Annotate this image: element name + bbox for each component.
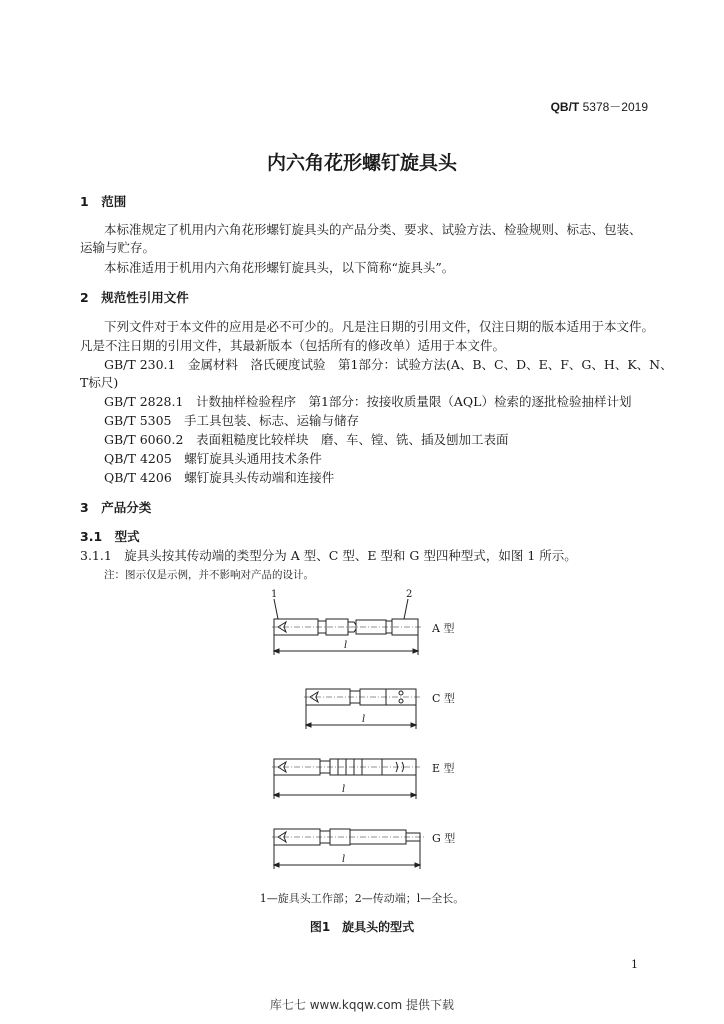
bit-type-a-drawing <box>271 589 422 655</box>
length-label: l <box>362 714 366 725</box>
length-label: l <box>342 854 346 865</box>
bit-type-g-drawing <box>272 829 424 869</box>
type-e-label: E 型 <box>432 762 455 775</box>
page-number: 1 <box>631 958 638 971</box>
download-footer: 库七七 www.kqqw.com 提供下载 <box>269 998 455 1012</box>
section-1-para1-cont: 运输与贮存。 <box>80 240 156 255</box>
bit-type-e-drawing <box>272 759 420 799</box>
reference-item: QB/T 4206 螺钉旋具头传动端和连接件 <box>104 470 335 485</box>
bit-type-c-drawing <box>304 689 420 729</box>
section-2-intro: 下列文件对于本文件的应用是必不可少的。凡是注日期的引用文件，仅注日期的版本适用于本文件。 <box>104 319 655 334</box>
section-1-heading: 1 范围 <box>80 194 127 209</box>
figure-note: 注：图示仅是示例，并不影响对产品的设计。 <box>104 569 314 581</box>
document-title: 内六角花形螺钉旋具头 <box>266 152 457 174</box>
callout-2-label: 2 <box>406 589 413 600</box>
figure-legend: 1—旋具头工作部；2—传动端；l—全长。 <box>259 892 465 905</box>
type-g-label: G 型 <box>432 832 456 845</box>
reference-item: GB/T 2828.1 计数抽样检验程序 第1部分：按接收质量限（AQL）检索的逐批检验抽样计划 <box>104 394 632 409</box>
type-a-label: A 型 <box>432 622 455 635</box>
reference-item: GB/T 5305 手工具包装、标志、运输与储存 <box>104 413 360 428</box>
section-2-heading: 2 规范性引用文件 <box>80 290 189 305</box>
reference-item: GB/T 230.1 金属材料 洛氏硬度试验 第1部分：试验方法(A、B、C、D、E、F、G、H、K、N、 <box>104 357 673 372</box>
section-1-para2: 本标准适用于机用内六角花形螺钉旋具头，以下简称“旋具头”。 <box>104 260 455 275</box>
reference-item: QB/T 4205 螺钉旋具头通用技术条件 <box>104 451 322 466</box>
type-c-label: C 型 <box>432 692 455 705</box>
length-label: l <box>342 784 346 795</box>
callout-1-label: 1 <box>271 589 278 600</box>
section-3-1-heading: 3.1 型式 <box>80 529 140 544</box>
section-2-intro-cont: 凡是不注日期的引用文件，其最新版本（包括所有的修改单）适用于本文件。 <box>80 338 506 353</box>
reference-item-cont: T标尺) <box>80 375 119 390</box>
reference-item: GB/T 6060.2 表面粗糙度比较样块 磨、车、镗、铣、插及刨加工表面 <box>104 432 509 447</box>
clause-3-1-1: 3.1.1 旋具头按其传动端的类型分为 A 型、C 型、E 型和 G 型四种型式，如图 1 所示。 <box>80 548 577 563</box>
standard-number: QB/T 5378－2019 <box>550 100 648 114</box>
length-label: l <box>344 640 348 651</box>
figure-caption: 图1 旋具头的型式 <box>309 920 415 934</box>
section-3-heading: 3 产品分类 <box>80 500 152 515</box>
section-1-para1: 本标准规定了机用内六角花形螺钉旋具头的产品分类、要求、试验方法、检验规则、标志、包装、 <box>104 222 642 237</box>
